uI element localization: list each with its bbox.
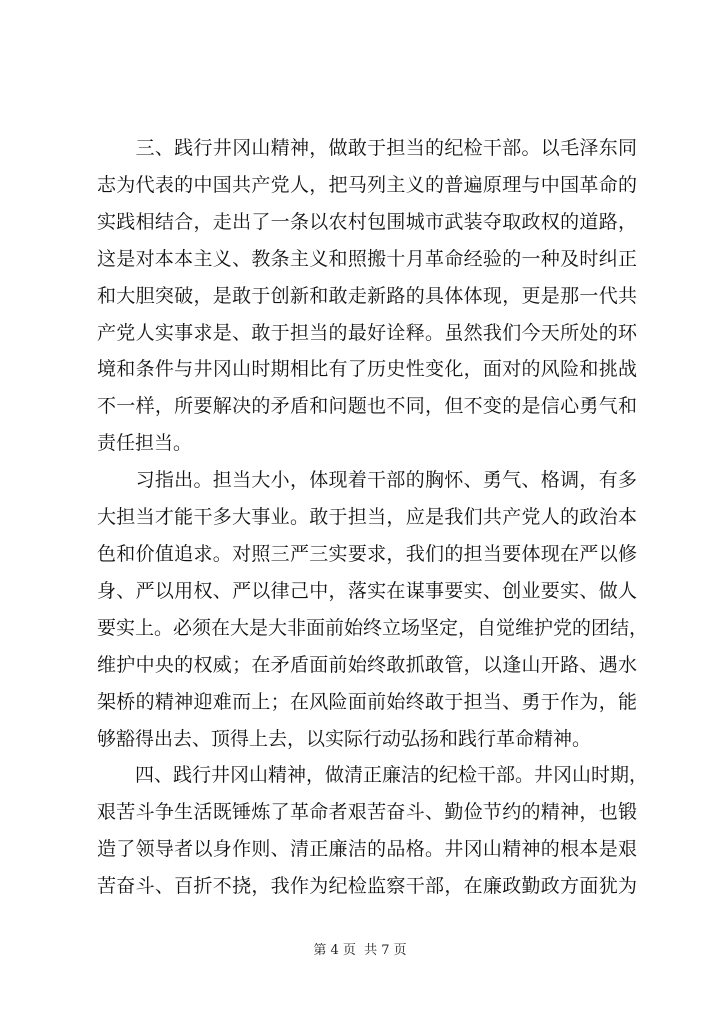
text-line: 艰苦斗争生活既锤炼了革命者艰苦奋斗、勤俭节约的精神，也锻	[97, 801, 637, 824]
text-line: 这是对本本主义、教条主义和照搬十月革命经验的一种及时纠正	[97, 247, 637, 270]
text-line: 大担当才能干多大事业。敢于担当，应是我们共产党人的政治本	[97, 506, 637, 529]
paragraph-practice-jinggangshan-responsibility	[97, 130, 637, 462]
document-body	[97, 130, 649, 905]
text-line: 身、严以用权、严以律己中，落实在谋事要实、创业要实、做人	[97, 579, 637, 602]
page-number: 第 4 页	[313, 943, 356, 958]
text-line: 责任担当。	[97, 432, 193, 455]
text-line: 实践相结合，走出了一条以农村包围城市武装夺取政权的道路，	[97, 210, 637, 233]
text-line: 维护中央的权威；在矛盾面前始终敢抓敢管，以逢山开路、遇水	[97, 653, 637, 676]
text-line: 习指出。担当大小，体现着干部的胸怀、勇气、格调，有多	[97, 469, 637, 492]
text-line: 四、践行井冈山精神，做清正廉洁的纪检干部。井冈山时期，	[97, 764, 649, 787]
text-line: 境和条件与井冈山时期相比有了历史性变化，面对的风险和挑战	[97, 358, 637, 381]
text-line: 色和价值追求。对照三严三实要求，我们的担当要体现在严以修	[97, 542, 637, 565]
paragraph-practice-jinggangshan-integrity	[97, 757, 649, 905]
text-line: 苦奋斗、百折不挠，我作为纪检监察干部，在廉政勤政方面犹为	[97, 875, 637, 898]
text-line: 三、践行井冈山精神，做敢于担当的纪检干部。以毛泽东同	[97, 137, 637, 159]
text-line: 造了领导者以身作则、清正廉洁的品格。井冈山精神的根本是艰	[97, 838, 637, 861]
page-total: 共 7 页	[364, 943, 407, 958]
text-line: 产党人实事求是、敢于担当的最好诠释。虽然我们今天所处的环	[97, 321, 637, 344]
paragraph-taking-responsibility	[97, 462, 649, 757]
text-line: 要实上。必须在大是大非面前始终立场坚定，自觉维护党的团结，	[97, 616, 649, 639]
page-footer	[0, 939, 720, 958]
text-line: 不一样，所要解决的矛盾和问题也不同，但不变的是信心勇气和	[97, 395, 637, 418]
text-line: 和大胆突破，是敢于创新和敢走新路的具体体现，更是那一代共	[97, 284, 637, 307]
text-line: 够豁得出去、顶得上去，以实际行动弘扬和践行革命精神。	[97, 727, 592, 750]
text-line: 志为代表的中国共产党人，把马列主义的普遍原理与中国革命的	[97, 173, 637, 196]
text-line: 架桥的精神迎难而上；在风险面前始终敢于担当、勇于作为，能	[97, 690, 637, 713]
